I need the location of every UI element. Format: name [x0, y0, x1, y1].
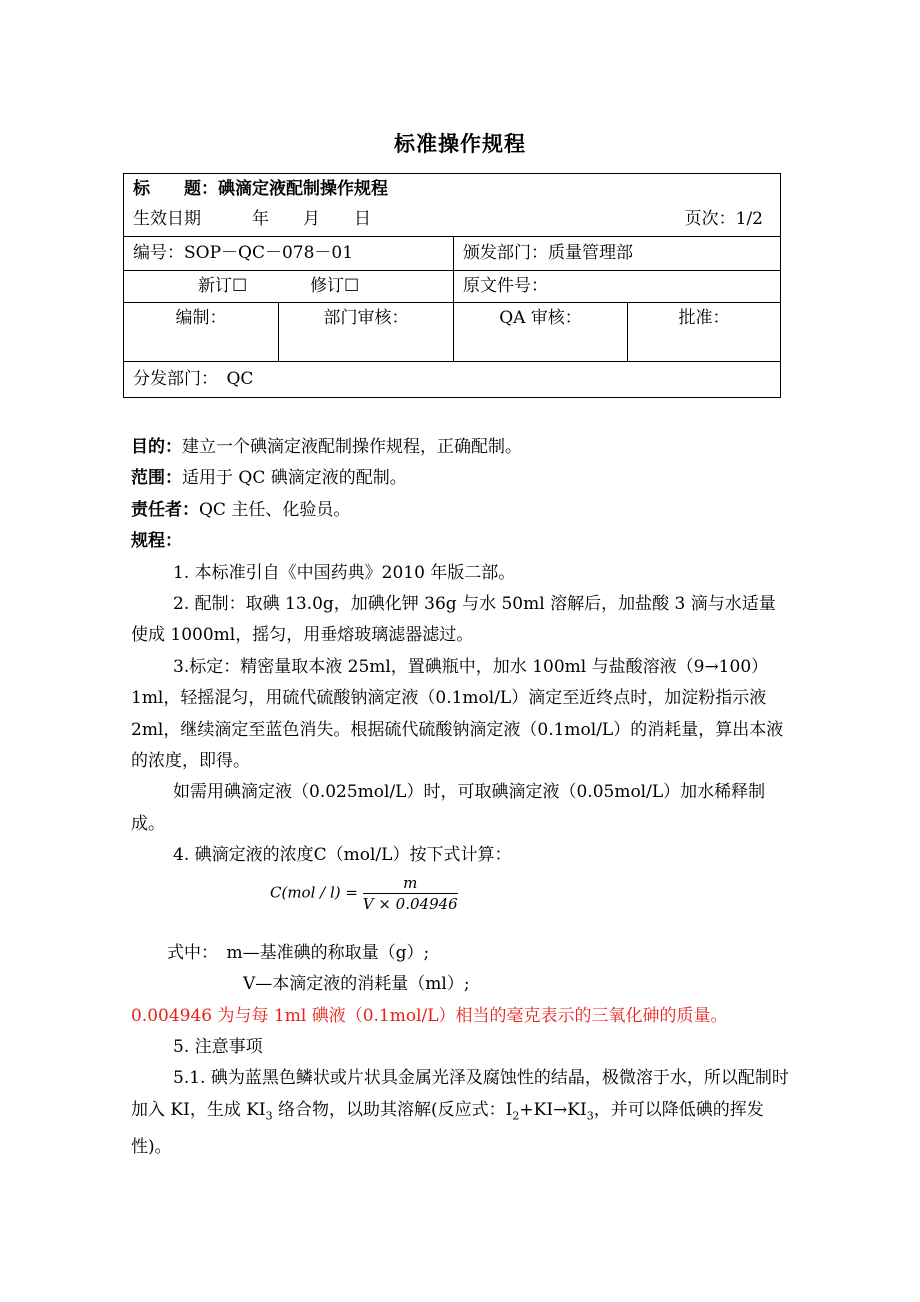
formula-fraction — [363, 874, 458, 913]
responsible-label: 责任者： — [131, 499, 199, 520]
qa-review-label: QA 审核： — [499, 308, 582, 328]
code-cell — [124, 237, 454, 271]
procedure-label: 规程： — [131, 531, 182, 552]
responsible-line — [131, 495, 791, 526]
procedure-step-3-note: 如需用碘滴定液（0.025mol/L）时，可取碘滴定液（0.05mol/L）加水稀释制成。 — [131, 782, 766, 834]
document-body — [131, 432, 791, 1163]
document-code: 编号：SOP－QC－078－01 — [133, 243, 354, 263]
dept-review-label: 部门审核： — [323, 308, 409, 328]
scope-label: 范围： — [131, 468, 182, 489]
where-v: V—本滴定液的消耗量（ml）; — [243, 974, 470, 995]
procedure-step-2: 2. 配制：取碘 13.0g，加碘化钾 36g 与水 50ml 溶解后，加盐酸 3 滴与水适量使成 1000ml，摇匀，用垂熔玻璃滤器滤过。 — [131, 594, 776, 646]
formula-numerator: m — [363, 874, 458, 894]
subject-cell — [124, 174, 781, 237]
approval-cell — [628, 303, 781, 362]
distribution-dept: 分发部门： QC — [133, 369, 254, 389]
distribution-cell — [124, 362, 781, 398]
procedure-step-3: 3.标定：精密量取本液 25ml，置碘瓶中，加水 100ml 与盐酸溶液（9→100）1ml，轻摇混匀，用硫代硫酸钠滴定液（0.1mol/L）滴定至近终点时，加淀粉指示液 2ml，继续滴定至蓝色消失。根据硫代硫酸钠滴定液（0.1mol/L）的消耗量，算出本液的浓度，即得。 — [131, 656, 784, 772]
procedure-step-5-1: 5.1. 碘为蓝黑色鳞状或片状具金属光泽及腐蚀性的结晶，极微溶于水，所以配制时加入 KI，生成 $KI_3$ 络合物，以助其溶解(反应式：$I_2+KI\to KI_3$，并可以降低碘的挥发性)。 — [131, 1068, 789, 1157]
dept-review-cell — [279, 303, 454, 362]
compiled-label: 编制： — [175, 308, 227, 328]
revision-cell — [124, 271, 454, 303]
where-m: 式中： m—基准碘的称取量（g）; — [167, 942, 430, 963]
page-title: 标准操作规程 — [394, 132, 526, 156]
red-note: 0.004946 为与每 1ml 碘液（0.1mol/L）相当的毫克表示的三氧化砷的质量。 — [131, 1005, 728, 1026]
subject-value: 碘滴定液配制操作规程 — [218, 179, 388, 199]
compiled-cell — [124, 303, 279, 362]
issuing-dept-cell — [454, 237, 781, 271]
new-checkbox-label: 新订☐ — [198, 276, 248, 296]
page-number: 页次：1/2 — [684, 209, 763, 229]
scope-text: 适用于 QC 碘滴定液的配制。 — [182, 468, 407, 489]
purpose-text: 建立一个碘滴定液配制操作规程，正确配制。 — [182, 437, 522, 457]
original-file-number: 原文件号： — [463, 276, 548, 296]
document-header-table — [123, 173, 781, 398]
concentration-formula — [270, 874, 458, 913]
effective-date: 生效日期 年 月 日 — [133, 209, 371, 229]
approval-label: 批准： — [678, 308, 730, 328]
procedure-step-5: 5. 注意事项 — [173, 1036, 263, 1057]
formula-lhs: C(mol / l) = — [270, 883, 358, 902]
purpose-label: 目的： — [131, 437, 182, 457]
scope-line — [131, 463, 791, 494]
procedure-step-4: 4. 碘滴定液的浓度C（mol/L）按下式计算： — [173, 845, 512, 866]
procedure-step-1: 1. 本标准引自《中国药典》2010 年版二部。 — [173, 562, 516, 583]
purpose-line — [131, 432, 791, 463]
issuing-dept: 颁发部门：质量管理部 — [463, 243, 633, 263]
qa-review-cell — [454, 303, 628, 362]
revise-checkbox-label: 修订☐ — [310, 276, 360, 296]
subject-label: 标 题： — [133, 179, 218, 199]
formula-denominator: V × 0.04946 — [362, 895, 458, 913]
original-file-cell — [454, 271, 781, 303]
responsible-text: QC 主任、化验员。 — [199, 499, 351, 520]
